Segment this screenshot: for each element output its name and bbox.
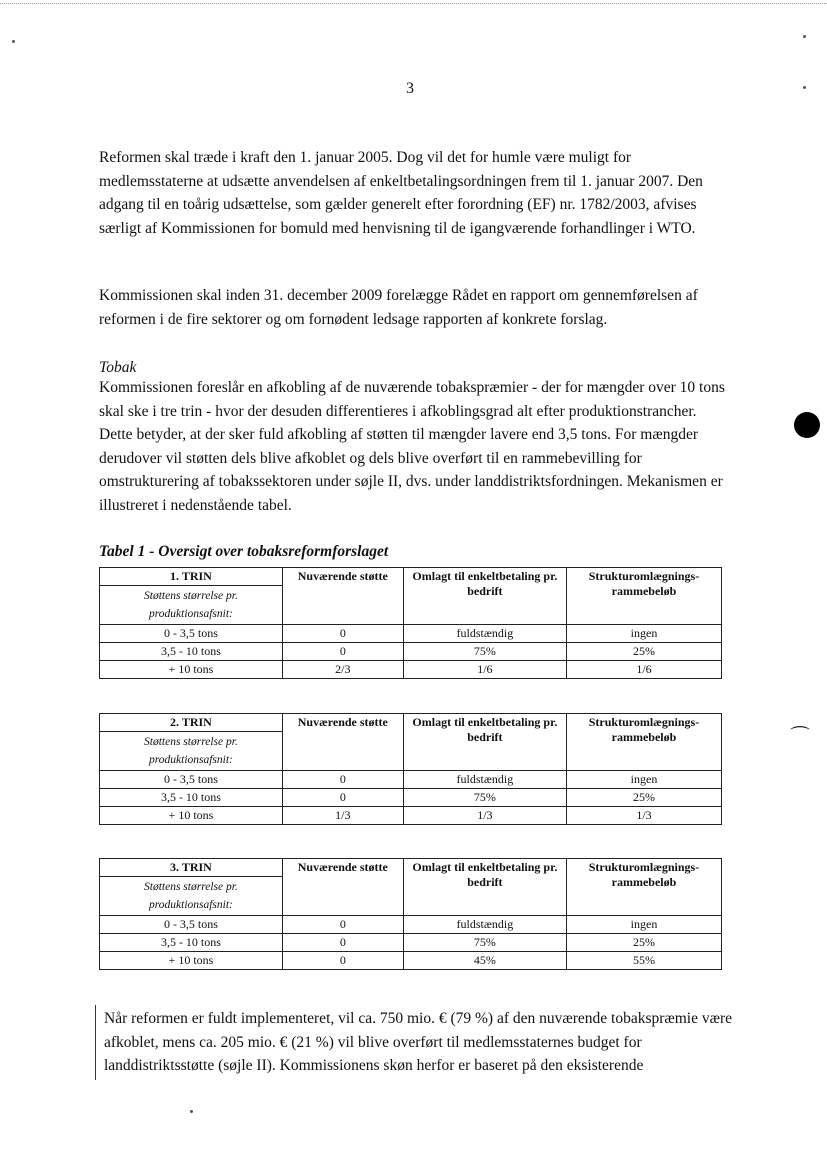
- table-cell: 0 - 3,5 tons: [100, 771, 283, 789]
- table-cell: 3,5 - 10 tons: [100, 789, 283, 807]
- subheader-production: Støttens størrelse pr. produktionsafsnit:: [100, 586, 283, 625]
- table-trin-3: [99, 858, 722, 970]
- table-cell: 25%: [566, 643, 721, 661]
- table-row: [100, 952, 722, 970]
- header-structural-fund: Strukturomlægnings-rammebeløb: [566, 859, 721, 916]
- section-heading-tobak: Tobak: [99, 359, 137, 376]
- subheader-production: Støttens størrelse pr. produktionsafsnit:: [100, 732, 283, 771]
- table-cell: 0 - 3,5 tons: [100, 625, 283, 643]
- table-cell: fuldstændig: [403, 771, 566, 789]
- table-cell: + 10 tons: [100, 807, 283, 825]
- table-cell: 0: [282, 771, 403, 789]
- table-row: [100, 807, 722, 825]
- table-cell: + 10 tons: [100, 661, 283, 679]
- table-header-row: [100, 568, 722, 586]
- table-cell: 0: [282, 643, 403, 661]
- table-cell: 1/6: [403, 661, 566, 679]
- table-cell: 75%: [403, 934, 566, 952]
- trin-title: 1. TRIN: [100, 568, 283, 586]
- table-trin-2: [99, 713, 722, 847]
- table-row: [100, 934, 722, 952]
- table-cell: 75%: [403, 789, 566, 807]
- table-cell: 2/3: [282, 661, 403, 679]
- table-cell: fuldstændig: [403, 625, 566, 643]
- header-current-support: Nuværende støtte: [282, 859, 403, 916]
- table-row: [100, 771, 722, 789]
- header-current-support: Nuværende støtte: [282, 568, 403, 625]
- table-spacer: [100, 679, 722, 702]
- table-cell: 0 - 3,5 tons: [100, 916, 283, 934]
- table-cell: 25%: [566, 934, 721, 952]
- table-trin-1: [99, 567, 722, 701]
- table-cell: 3,5 - 10 tons: [100, 934, 283, 952]
- table-cell: 0: [282, 625, 403, 643]
- table-cell: 1/3: [282, 807, 403, 825]
- trin-title: 2. TRIN: [100, 714, 283, 732]
- table-cell: ingen: [566, 771, 721, 789]
- margin-change-bar: [95, 1005, 96, 1080]
- table-row: [100, 643, 722, 661]
- table-cell: 0: [282, 916, 403, 934]
- table-cell: 1/3: [566, 807, 721, 825]
- scan-speck: [803, 35, 806, 38]
- table-cell: + 10 tons: [100, 952, 283, 970]
- table-row: [100, 661, 722, 679]
- table-cell: 0: [282, 952, 403, 970]
- paragraph-tobak: Kommissionen foreslår en afkobling af de nuværende tobakspræmier - der for mængder over 10 tons skal ske i tre trin - hvor der desuden differentieres i afkoblingsgrad alt efter produktionstrancher. Dette betyder, at der sker fuld afkobling af støtten til mængder lavere end 3,5 tons. For mængder derudover vil støtten dels blive afkoblet og dels blive overført til en rammebevilling for omstrukturering af tobakssektoren under søjle II, dvs. under landdistriktsfordningen. Mekanismen er illustreret i nedenstående tabel.: [99, 379, 725, 514]
- scan-edge-line: [0, 3, 827, 4]
- table-caption: Tabel 1 - Oversigt over tobaksreformforslaget: [99, 543, 389, 560]
- table-cell: 75%: [403, 643, 566, 661]
- table-cell: fuldstændig: [403, 916, 566, 934]
- table-cell: ingen: [566, 916, 721, 934]
- paragraph-implementation: Når reformen er fuldt implementeret, vil ca. 750 mio. € (79 %) af den nuværende tobakspræmie være afkoblet, mens ca. 205 mio. € (21 %) vil blive overført til medlemsstaternes budget for landdistriktsstøtte (søjle II). Kommissionens skøn herfor er baseret på den eksisterende: [104, 1010, 732, 1074]
- paragraph-reform-start: Reformen skal træde i kraft den 1. januar 2005. Dog vil det for humle være muligt for medlemsstaterne at udsætte anvendelsen af enkeltbetalingsordningen frem til 1. januar 2007. Den adgang til en toårig udsættelse, som gælder generelt efter forordning (EF) nr. 1782/2003, afvises særligt af Kommissionen for bomuld med henvisning til de igangværende forhandlinger i WTO.: [99, 149, 703, 237]
- table-spacer: [100, 825, 722, 848]
- scan-speck: [190, 1110, 193, 1113]
- scan-speck: [12, 40, 15, 43]
- table-row: [100, 916, 722, 934]
- table-cell: 3,5 - 10 tons: [100, 643, 283, 661]
- page-number: 3: [406, 80, 414, 97]
- scan-artifact-mark: ⌒: [790, 726, 810, 748]
- header-structural-fund: Strukturomlægnings-rammebeløb: [566, 568, 721, 625]
- punch-hole-mark: [794, 412, 820, 438]
- table-header-row: [100, 859, 722, 877]
- paragraph-commission-report: Kommissionen skal inden 31. december 2009 forelægge Rådet en rapport om gennemførelsen af reformen i de fire sektorer og om fornødent ledsage rapporten af konkrete forslag.: [99, 287, 698, 328]
- header-structural-fund: Strukturomlægnings-rammebeløb: [566, 714, 721, 771]
- header-single-payment: Omlagt til enkeltbetaling pr. bedrift: [403, 568, 566, 625]
- trin-title: 3. TRIN: [100, 859, 283, 877]
- header-current-support: Nuværende støtte: [282, 714, 403, 771]
- table-cell: 1/3: [403, 807, 566, 825]
- table-row: [100, 789, 722, 807]
- table-cell: 1/6: [566, 661, 721, 679]
- header-single-payment: Omlagt til enkeltbetaling pr. bedrift: [403, 859, 566, 916]
- table-row: [100, 625, 722, 643]
- table-header-row: [100, 714, 722, 732]
- subheader-production: Støttens størrelse pr. produktionsafsnit:: [100, 877, 283, 916]
- table-cell: ingen: [566, 625, 721, 643]
- table-cell: 25%: [566, 789, 721, 807]
- table-cell: 55%: [566, 952, 721, 970]
- table-cell: 0: [282, 789, 403, 807]
- scan-speck: [803, 86, 806, 89]
- header-single-payment: Omlagt til enkeltbetaling pr. bedrift: [403, 714, 566, 771]
- table-cell: 45%: [403, 952, 566, 970]
- table-cell: 0: [282, 934, 403, 952]
